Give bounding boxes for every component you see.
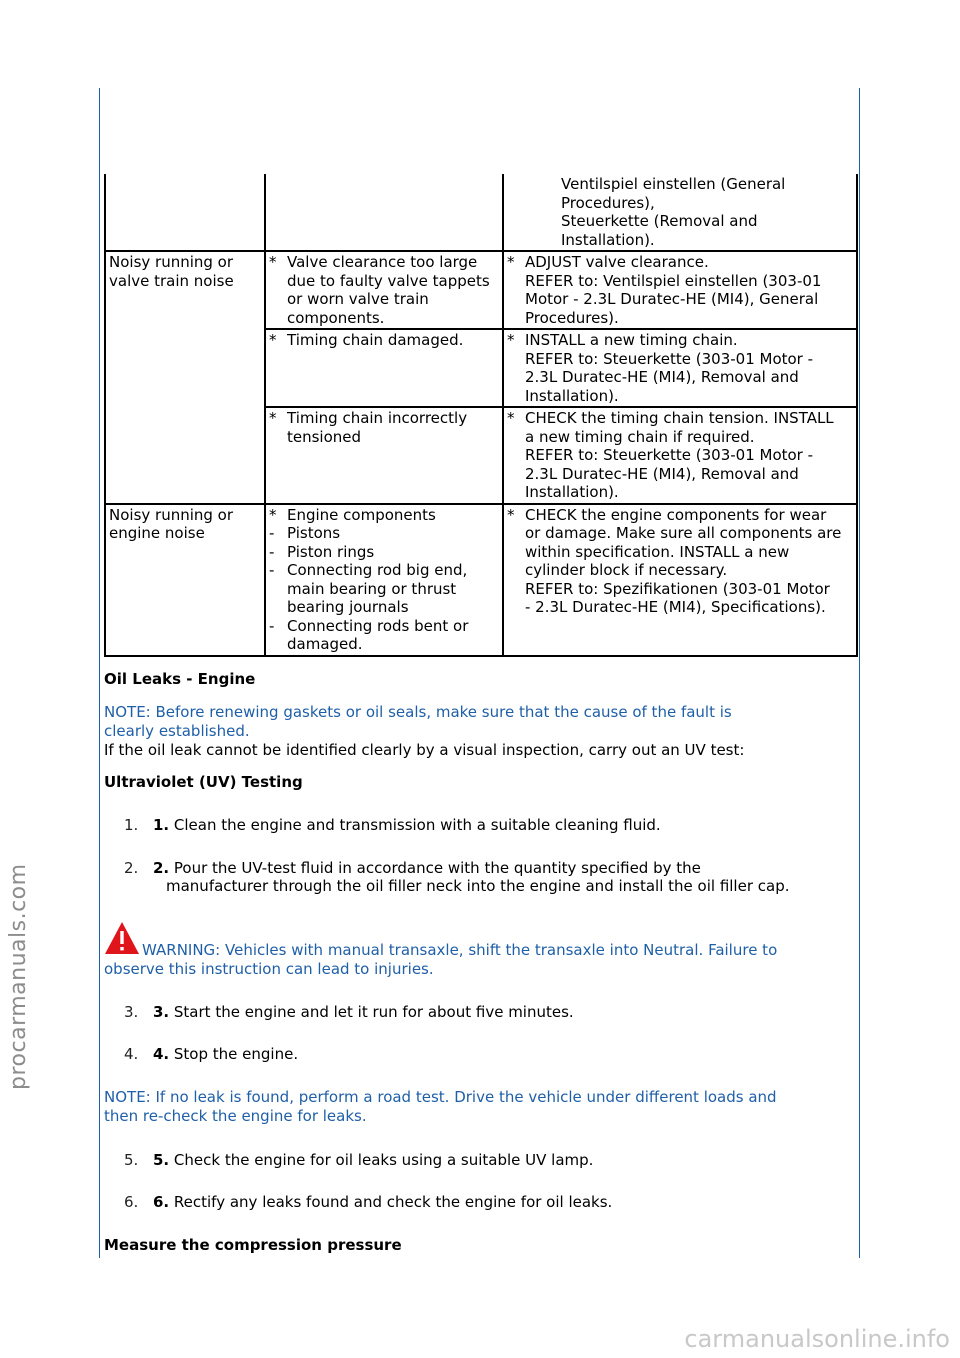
action-cell: * CHECK the engine components for wear or damage. Make sure all components are within specification. INSTALL a new cylinder block if necessary. REFER to: Spezifikationen (303-01 Motor - 2.3L Duratec-HE (MI4), Specifications). [503, 504, 857, 656]
table-row [105, 174, 857, 251]
section-heading-uv-testing: Ultraviolet (UV) Testing [104, 773, 303, 791]
section-heading-compression: Measure the compression pressure [104, 1236, 402, 1254]
continued-line: Ventilspiel einstellen (General [561, 175, 786, 193]
continued-line: Procedures), [561, 193, 655, 212]
continued-line: Installation). [561, 230, 655, 249]
cause-cell: * Engine components - Pistons - Piston rings - Connecting rod big end, main bearing or thrust bearing journals - Connecting rods bent or damaged. [265, 504, 503, 656]
action-cell: * INSTALL a new timing chain. REFER to: Steuerkette (303-01 Motor - 2.3L Duratec-HE (MI4), Removal and Installation). [503, 329, 857, 407]
side-watermark: procarmanuals.com [6, 863, 31, 1090]
table-row [105, 251, 857, 329]
intro-text: If the oil leak cannot be identified clearly by a visual inspection, carry out an UV test: [104, 741, 745, 759]
action-cell: * ADJUST valve clearance. REFER to: Ventilspiel einstellen (303-01 Motor - 2.3L Duratec-HE (MI4), General Procedures). [503, 251, 857, 329]
note-road-test: NOTE: If no leak is found, perform a road test. Drive the vehicle under different loads and then re-check the engine for leaks. [104, 1088, 777, 1125]
symptom-cell: Noisy running or engine noise [105, 504, 265, 656]
note-gaskets: NOTE: Before renewing gaskets or oil seals, make sure that the cause of the fault is clearly established. [104, 703, 732, 740]
page-border-left [99, 88, 100, 1258]
warning-manual-transaxle: WARNING: Vehicles with manual transaxle, shift the transaxle into Neutral. Failure to observe this instruction can lead to injuries. [104, 941, 778, 978]
table-row [105, 504, 857, 656]
continued-line: Steuerkette (Removal and [561, 212, 758, 230]
action-cell: * CHECK the timing chain tension. INSTALL a new timing chain if required. REFER to: Steuerkette (303-01 Motor - 2.3L Duratec-HE (MI4), Removal and Installation). [503, 407, 857, 504]
cause-cell: * Timing chain incorrectly tensioned [265, 407, 503, 504]
symptom-cell: Noisy running or valve train noise [105, 251, 265, 504]
cause-cell: * Valve clearance too large due to faulty valve tappets or worn valve train components. [265, 251, 503, 329]
page-border-right [859, 88, 860, 1258]
bottom-watermark: carmanualsonline.info [684, 1325, 950, 1353]
section-heading-oil-leaks: Oil Leaks - Engine [104, 670, 256, 688]
cause-cell: * Timing chain damaged. [265, 329, 503, 407]
diagnosis-table [104, 174, 858, 657]
action-cell [503, 174, 857, 251]
